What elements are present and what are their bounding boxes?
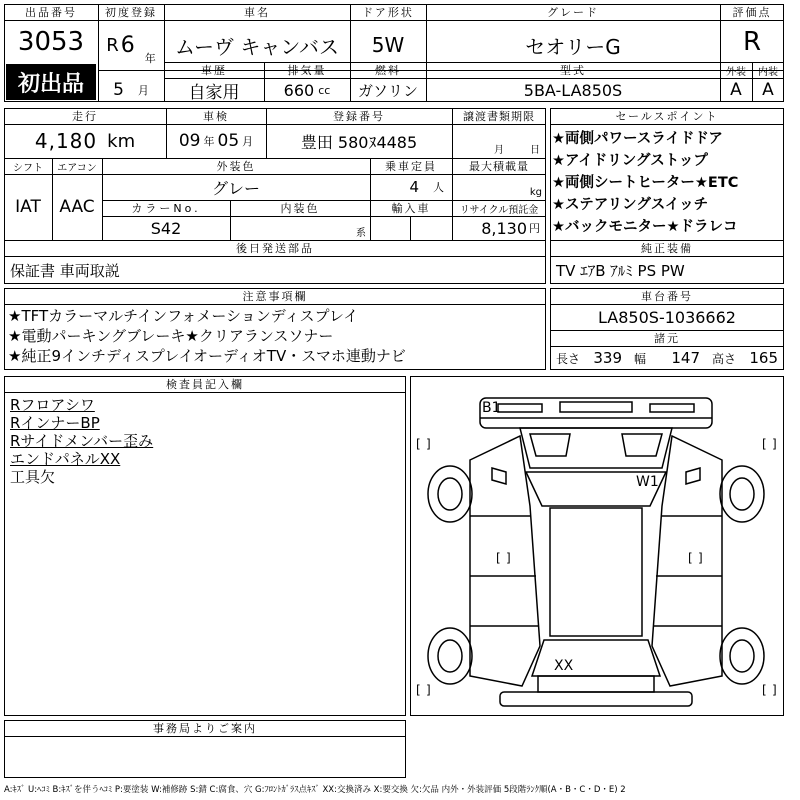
svg-text:[: [ xyxy=(416,683,421,697)
displacement-label: 排気量 xyxy=(287,64,327,77)
import-label: 輸入車 xyxy=(391,202,431,215)
svg-text:[: [ xyxy=(688,551,693,565)
height-label: 高さ xyxy=(712,351,737,366)
tailgate xyxy=(538,676,654,692)
fuel-label: 燃料 xyxy=(375,64,401,77)
notes-label: 注意事項欄 xyxy=(242,290,308,303)
inspector-line: Rサイドメンバー歪み xyxy=(10,432,154,450)
door-label: ドア形状 xyxy=(362,6,414,19)
transfer-month-unit: 月 xyxy=(494,144,504,156)
interior-label: 内装 xyxy=(758,66,778,78)
office-label: 事務局よりご案内 xyxy=(153,722,257,735)
color-no-label: カラーNo. xyxy=(131,202,201,215)
roof xyxy=(550,508,642,636)
dim-width xyxy=(628,346,706,370)
mark-xx: XX xyxy=(554,658,574,674)
history-label: 車歴 xyxy=(201,64,227,77)
sales-point-item: ★両側シートヒーター★ETC xyxy=(552,175,739,191)
mileage-value: 4,180 xyxy=(34,129,98,153)
svg-text:[: [ xyxy=(416,437,421,451)
ac-label: エアコン xyxy=(57,162,97,174)
max-load-unit: kg xyxy=(529,186,542,198)
mileage xyxy=(4,124,166,158)
ext-color: グレー xyxy=(211,178,260,198)
door: 5W xyxy=(371,33,405,57)
model-label: 型式 xyxy=(560,64,586,77)
svg-text:]: ] xyxy=(426,437,431,451)
note-item: ★電動パーキングブレーキ★クリアランスソナー xyxy=(8,327,334,345)
recycle-value: 8,130 xyxy=(481,218,527,238)
history: 自家用 xyxy=(188,82,240,102)
body-left xyxy=(470,436,540,686)
wheel-rear-right xyxy=(720,628,764,684)
svg-text:[: [ xyxy=(496,551,501,565)
later-parts-label: 後日発送部品 xyxy=(236,242,314,255)
chassis-number: LA850S-1036662 xyxy=(598,307,736,327)
dim-height xyxy=(706,346,784,370)
interior: A xyxy=(762,80,774,100)
inspection-label: 車検 xyxy=(203,110,229,123)
grade-label: グレード xyxy=(547,6,599,19)
int-color-unit: 系 xyxy=(356,227,366,239)
chassis-label: 車台番号 xyxy=(641,290,693,303)
ac: AAC xyxy=(59,197,95,217)
displacement-unit: cc xyxy=(318,83,331,97)
plate-label: 登録番号 xyxy=(333,110,385,123)
exterior: A xyxy=(730,80,742,100)
later-parts: 保証書 車両取説 xyxy=(10,261,120,280)
displacement-value: 660 xyxy=(283,80,315,100)
max-load-label: 最大積載量 xyxy=(469,160,529,173)
transfer-day-unit: 日 xyxy=(530,144,540,156)
car-name-label: 車名 xyxy=(244,6,270,19)
length-value: 339 xyxy=(593,349,622,367)
notes-list xyxy=(8,306,544,366)
sales-points-list xyxy=(552,128,784,238)
year-unit: 年 xyxy=(144,52,156,65)
capacity xyxy=(370,174,452,200)
note-item: ★TFTカラーマルチインフォメーションディスプレイ xyxy=(8,307,359,325)
inspector-line: エンドパネルXX xyxy=(10,450,121,468)
equip: TV ｴｱB ｱﾙﾐ PS PW xyxy=(556,261,685,280)
ext-color-label: 外装色 xyxy=(216,160,256,173)
svg-text:[: [ xyxy=(762,683,767,697)
exterior-label: 外装 xyxy=(726,66,746,78)
int-color-label: 内装色 xyxy=(280,202,320,215)
svg-text:]: ] xyxy=(506,551,511,565)
width-value: 147 xyxy=(671,349,700,367)
year-num: 6 xyxy=(120,32,135,58)
rating: R xyxy=(742,27,762,57)
capacity-value: 4 xyxy=(409,178,419,196)
insp-year-unit: 年 xyxy=(203,135,215,148)
capacity-label: 乗車定員 xyxy=(385,160,437,173)
rating-label: 評価点 xyxy=(732,6,772,19)
insp-month-unit: 月 xyxy=(242,135,254,148)
displacement xyxy=(264,78,350,102)
inspection xyxy=(166,124,266,158)
fuel: ガソリン xyxy=(357,81,418,100)
car-diagram xyxy=(410,376,784,716)
transfer-label: 譲渡書類期限 xyxy=(463,110,535,123)
mileage-label: 走行 xyxy=(72,110,98,123)
mileage-unit: km xyxy=(107,130,136,152)
month-unit: 月 xyxy=(137,84,149,97)
color-no: S42 xyxy=(150,218,182,238)
model: 5BA-LA850S xyxy=(523,80,623,100)
sales-point-item: ★バックモニター★ドラレコ xyxy=(552,219,738,235)
inspector-label: 検査員記入欄 xyxy=(166,378,244,391)
svg-text:[: [ xyxy=(762,437,767,451)
wheel-front-left xyxy=(428,466,472,522)
inspector-line: 工具欠 xyxy=(10,468,56,486)
grade: セオリーG xyxy=(525,34,621,59)
sales-point-item: ★ステアリングスイッチ xyxy=(552,197,709,213)
lot-no: 3053 xyxy=(17,27,85,57)
wheel-front-right xyxy=(720,466,764,522)
dims-label: 諸元 xyxy=(654,332,680,345)
car-name: ムーヴ キャンバス xyxy=(175,34,339,59)
era-year xyxy=(98,20,164,70)
body-right xyxy=(652,436,722,686)
lot-no-label: 出品番号 xyxy=(25,6,77,19)
length-label: 長さ xyxy=(556,351,581,366)
note-item: ★純正9インチディスプレイオーディオTV・スマホ連動ナビ xyxy=(8,347,406,365)
mark-b1: B1 xyxy=(482,400,501,416)
equip-label: 純正装備 xyxy=(641,242,693,255)
sales-point-item: ★両側パワースライドドア xyxy=(552,131,723,147)
shift: IAT xyxy=(15,197,41,217)
insp-month: 05 xyxy=(217,131,240,151)
svg-text:]: ] xyxy=(426,683,431,697)
era: R xyxy=(106,34,119,56)
svg-text:]: ] xyxy=(698,551,703,565)
month-num: 5 xyxy=(113,80,124,100)
inspector-list xyxy=(10,396,390,486)
plate: 豊田 580ﾇ4485 xyxy=(300,132,418,152)
svg-text:]: ] xyxy=(772,683,777,697)
capacity-unit: 人 xyxy=(433,181,444,194)
first-reg-label: 初度登録 xyxy=(105,6,157,19)
rear-bumper xyxy=(500,692,692,706)
dim-length xyxy=(550,346,628,370)
width-label: 幅 xyxy=(634,351,647,366)
first-listing-badge: 初出品 xyxy=(6,64,96,100)
legend: A:ｷｽﾞ U:ﾍｺﾐ B:ｷｽﾞを伴うﾍｺﾐ P:要塗装 W:補修跡 S:錆 C:腐食、穴 G:ﾌﾛﾝﾄｶﾞﾗｽ点ｷｽﾞ XX:交換済み X:要交換 欠:欠品 内外・外装評価 5段階ﾗﾝｸ順(A・B・C・D・E) 2 xyxy=(4,785,626,795)
recycle-label: リサイクル預託金 xyxy=(459,204,539,216)
height-value: 165 xyxy=(749,349,778,367)
sales-point-item: ★アイドリングストップ xyxy=(552,153,708,169)
wheel-rear-left xyxy=(428,628,472,684)
insp-year: 09 xyxy=(178,131,201,151)
inspector-line: Rフロアシワ xyxy=(10,396,95,414)
rear-window xyxy=(532,640,660,676)
sales-points-label: セールスポイント xyxy=(615,110,719,123)
inspector-line: RインナーBP xyxy=(10,414,100,432)
recycle xyxy=(452,216,546,240)
recycle-unit: 円 xyxy=(529,222,540,235)
svg-text:]: ] xyxy=(772,437,777,451)
mark-w1: W1 xyxy=(636,474,659,490)
shift-label: シフト xyxy=(13,162,43,174)
month xyxy=(98,78,164,102)
